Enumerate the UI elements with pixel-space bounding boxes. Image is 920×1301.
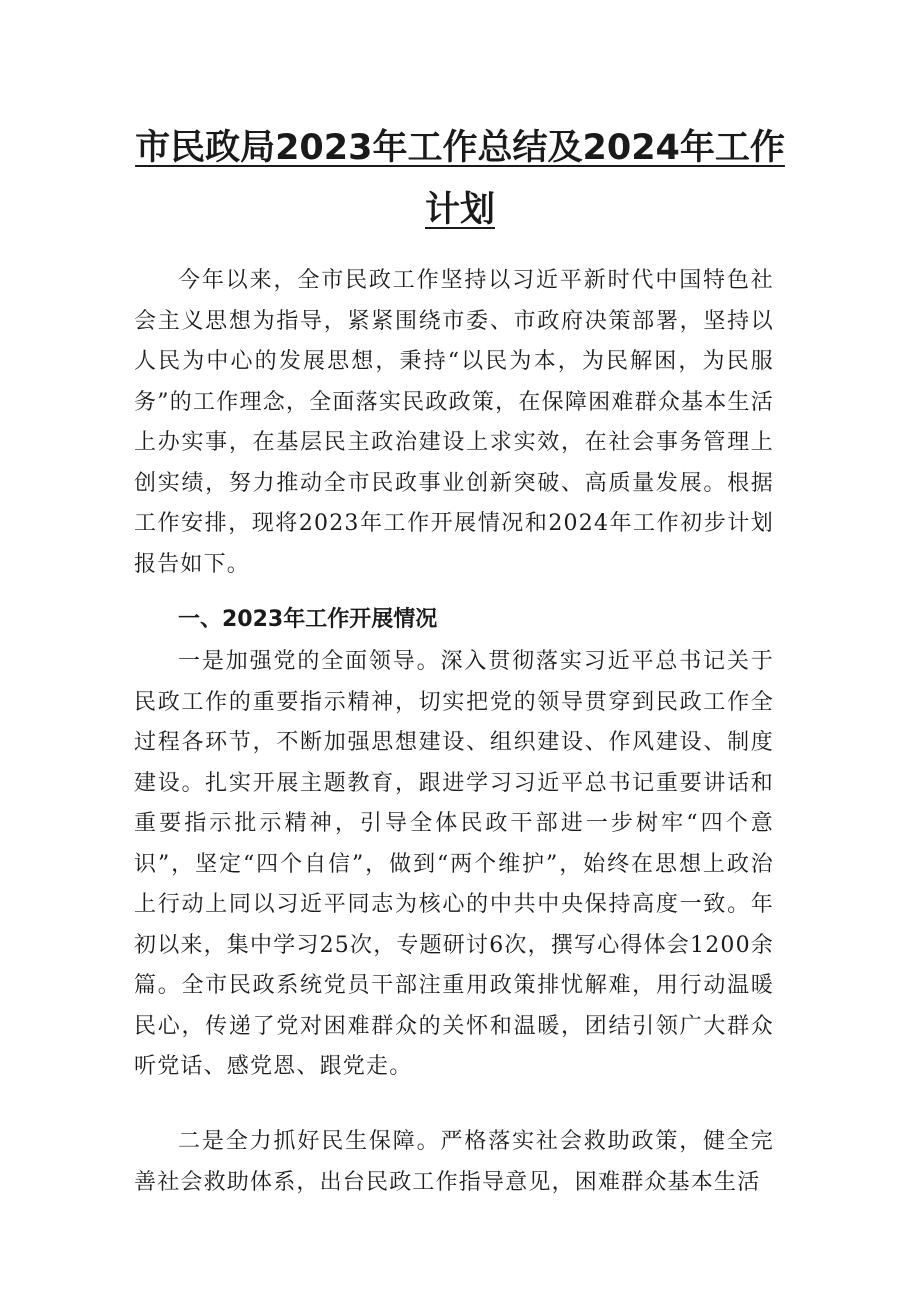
document-title-line1-text: 市民政局2023年工作总结及2024年工作 <box>135 128 785 168</box>
body-paragraph: 二是全力抓好民生保障。严格落实社会救助政策，健全完善社会救助体系，出台民政工作指导意见，困难群众基本生活 <box>134 1129 774 1195</box>
intro-paragraph: 今年以来，全市民政工作坚持以习近平新时代中国特色社会主义思想为指导，紧紧围绕市委、市政府决策部署，坚持以人民为中心的发展思想，秉持“以民为本，为民解困，为民服务”的工作理念，全面落实民政政策，在保障困难群众基本生活上办实事，在基层民主政治建设上求实效，在社会事务管理上创实绩，努力推动全市民政事业创新突破、高质量发展。根据工作安排，现将2023年工作开展情况和2024年工作初步计划报告如下。 <box>134 268 774 577</box>
document-title-line2-text: 计划 <box>424 190 495 230</box>
document-title-line1 <box>130 128 790 168</box>
body-paragraph: 一是加强党的全面领导。深入贯彻落实习近平总书记关于民政工作的重要指示精神，切实把党的领导贯穿到民政工作全过程各环节，不断加强思想建设、组织建设、作风建设、制度建设。扎实开展主题教育，跟进学习习近平总书记重要讲话和重要指示批示精神，引导全体民政干部进一步树牢“四个意识”，坚定“四个自信”，做到“两个维护”，始终在思想上政治上行动上同以习近平同志为核心的中共中央保持高度一致。年初以来，集中学习25次，专题研讨6次，撰写心得体会1200余篇。全市民政系统党员干部注重用政策排忧解难，用行动温暖民心，传递了党对困难群众的关怀和温暖，团结引领广大群众听党话、感党恩、跟党走。 <box>134 649 774 1079</box>
section-heading: 一、2023年工作开展情况 <box>178 607 438 632</box>
document-title-line2 <box>130 190 790 230</box>
